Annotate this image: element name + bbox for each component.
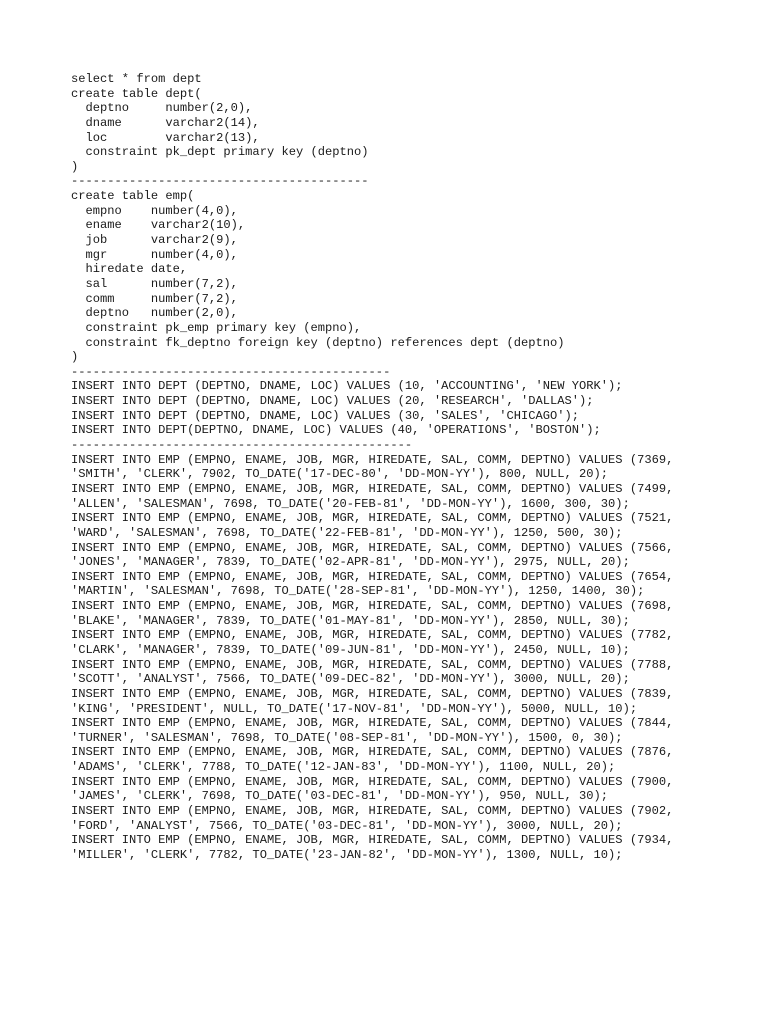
code-line: INSERT INTO DEPT (DEPTNO, DNAME, LOC) VALUES (10, 'ACCOUNTING', 'NEW YORK');: [71, 379, 623, 394]
code-line: sal number(7,2),: [71, 276, 238, 291]
code-line: 'SMITH', 'CLERK', 7902, TO_DATE('17-DEC-80', 'DD-MON-YY'), 800, NULL, 20);: [71, 467, 609, 482]
code-line: INSERT INTO EMP (EMPNO, ENAME, JOB, MGR, HIREDATE, SAL, COMM, DEPTNO) VALUES (7521,: [71, 511, 674, 526]
code-line: INSERT INTO EMP (EMPNO, ENAME, JOB, MGR, HIREDATE, SAL, COMM, DEPTNO) VALUES (7934,: [71, 833, 674, 848]
code-line: INSERT INTO EMP (EMPNO, ENAME, JOB, MGR, HIREDATE, SAL, COMM, DEPTNO) VALUES (7839,: [71, 686, 674, 701]
code-line: INSERT INTO EMP (EMPNO, ENAME, JOB, MGR, HIREDATE, SAL, COMM, DEPTNO) VALUES (7499,: [71, 481, 674, 496]
code-line: 'TURNER', 'SALESMAN', 7698, TO_DATE('08-SEP-81', 'DD-MON-YY'), 1500, 0, 30);: [71, 730, 623, 745]
code-line: INSERT INTO DEPT (DEPTNO, DNAME, LOC) VALUES (20, 'RESEARCH', 'DALLAS');: [71, 394, 594, 409]
code-line: 'KING', 'PRESIDENT', NULL, TO_DATE('17-NOV-81', 'DD-MON-YY'), 5000, NULL, 10);: [71, 701, 638, 716]
code-line: create table dept(: [71, 86, 202, 101]
code-line: 'BLAKE', 'MANAGER', 7839, TO_DATE('01-MAY-81', 'DD-MON-YY'), 2850, NULL, 30);: [71, 613, 630, 628]
code-line: INSERT INTO DEPT (DEPTNO, DNAME, LOC) VALUES (30, 'SALES', 'CHICAGO');: [71, 408, 580, 423]
code-line: hiredate date,: [71, 262, 188, 277]
code-line: INSERT INTO EMP (EMPNO, ENAME, JOB, MGR, HIREDATE, SAL, COMM, DEPTNO) VALUES (7788,: [71, 657, 674, 672]
code-line: constraint pk_dept primary key (deptno): [71, 145, 369, 160]
code-line: select * from dept: [71, 72, 202, 86]
code-line: 'MARTIN', 'SALESMAN', 7698, TO_DATE('28-SEP-81', 'DD-MON-YY'), 1250, 1400, 30);: [71, 584, 645, 599]
code-line: 'FORD', 'ANALYST', 7566, TO_DATE('03-DEC-81', 'DD-MON-YY'), 3000, NULL, 20);: [71, 818, 623, 833]
code-line: comm number(7,2),: [71, 291, 238, 306]
code-line: 'MILLER', 'CLERK', 7782, TO_DATE('23-JAN-82', 'DD-MON-YY'), 1300, NULL, 10);: [71, 847, 623, 862]
code-line: create table emp(: [71, 189, 195, 204]
sql-script-text: [71, 72, 673, 863]
code-line: constraint fk_deptno foreign key (deptno) references dept (deptno): [71, 335, 565, 350]
code-line: INSERT INTO EMP (EMPNO, ENAME, JOB, MGR, HIREDATE, SAL, COMM, DEPTNO) VALUES (7902,: [71, 804, 674, 819]
code-line: INSERT INTO EMP (EMPNO, ENAME, JOB, MGR, HIREDATE, SAL, COMM, DEPTNO) VALUES (7782,: [71, 628, 674, 643]
code-line: INSERT INTO EMP (EMPNO, ENAME, JOB, MGR, HIREDATE, SAL, COMM, DEPTNO) VALUES (7844,: [71, 716, 674, 731]
code-line: 'ADAMS', 'CLERK', 7788, TO_DATE('12-JAN-83', 'DD-MON-YY'), 1100, NULL, 20);: [71, 760, 616, 775]
code-line: INSERT INTO EMP (EMPNO, ENAME, JOB, MGR, HIREDATE, SAL, COMM, DEPTNO) VALUES (7698,: [71, 599, 674, 614]
code-line: loc varchar2(13),: [71, 130, 260, 145]
code-line: deptno number(2,0),: [71, 306, 238, 321]
code-line: constraint pk_emp primary key (empno),: [71, 320, 362, 335]
code-line: -----------------------------------------------: [71, 438, 413, 453]
code-line: INSERT INTO EMP (EMPNO, ENAME, JOB, MGR, HIREDATE, SAL, COMM, DEPTNO) VALUES (7900,: [71, 774, 674, 789]
code-line: INSERT INTO EMP (EMPNO, ENAME, JOB, MGR, HIREDATE, SAL, COMM, DEPTNO) VALUES (7654,: [71, 569, 674, 584]
code-line: job varchar2(9),: [71, 233, 238, 248]
code-line: INSERT INTO EMP (EMPNO, ENAME, JOB, MGR, HIREDATE, SAL, COMM, DEPTNO) VALUES (7876,: [71, 745, 674, 760]
code-line: 'SCOTT', 'ANALYST', 7566, TO_DATE('09-DEC-82', 'DD-MON-YY'), 3000, NULL, 20);: [71, 672, 630, 687]
code-line: empno number(4,0),: [71, 203, 238, 218]
code-line: ename varchar2(10),: [71, 218, 246, 233]
code-line: dname varchar2(14),: [71, 115, 260, 130]
code-line: 'ALLEN', 'SALESMAN', 7698, TO_DATE('20-FEB-81', 'DD-MON-YY'), 1600, 300, 30);: [71, 496, 630, 511]
code-line: 'JONES', 'MANAGER', 7839, TO_DATE('02-APR-81', 'DD-MON-YY'), 2975, NULL, 20);: [71, 555, 630, 570]
code-line: mgr number(4,0),: [71, 247, 238, 262]
code-line: 'CLARK', 'MANAGER', 7839, TO_DATE('09-JUN-81', 'DD-MON-YY'), 2450, NULL, 10);: [71, 642, 630, 657]
code-line: ): [71, 159, 79, 174]
code-line: --------------------------------------------: [71, 364, 391, 379]
code-line: INSERT INTO EMP (EMPNO, ENAME, JOB, MGR, HIREDATE, SAL, COMM, DEPTNO) VALUES (7566,: [71, 540, 674, 555]
code-line: -----------------------------------------: [71, 174, 369, 189]
code-line: deptno number(2,0),: [71, 101, 253, 116]
code-line: 'JAMES', 'CLERK', 7698, TO_DATE('03-DEC-81', 'DD-MON-YY'), 950, NULL, 30);: [71, 789, 609, 804]
code-line: INSERT INTO DEPT(DEPTNO, DNAME, LOC) VALUES (40, 'OPERATIONS', 'BOSTON');: [71, 423, 601, 438]
code-line: 'WARD', 'SALESMAN', 7698, TO_DATE('22-FEB-81', 'DD-MON-YY'), 1250, 500, 30);: [71, 525, 623, 540]
code-line: INSERT INTO EMP (EMPNO, ENAME, JOB, MGR, HIREDATE, SAL, COMM, DEPTNO) VALUES (7369,: [71, 452, 674, 467]
code-line: ): [71, 350, 79, 365]
